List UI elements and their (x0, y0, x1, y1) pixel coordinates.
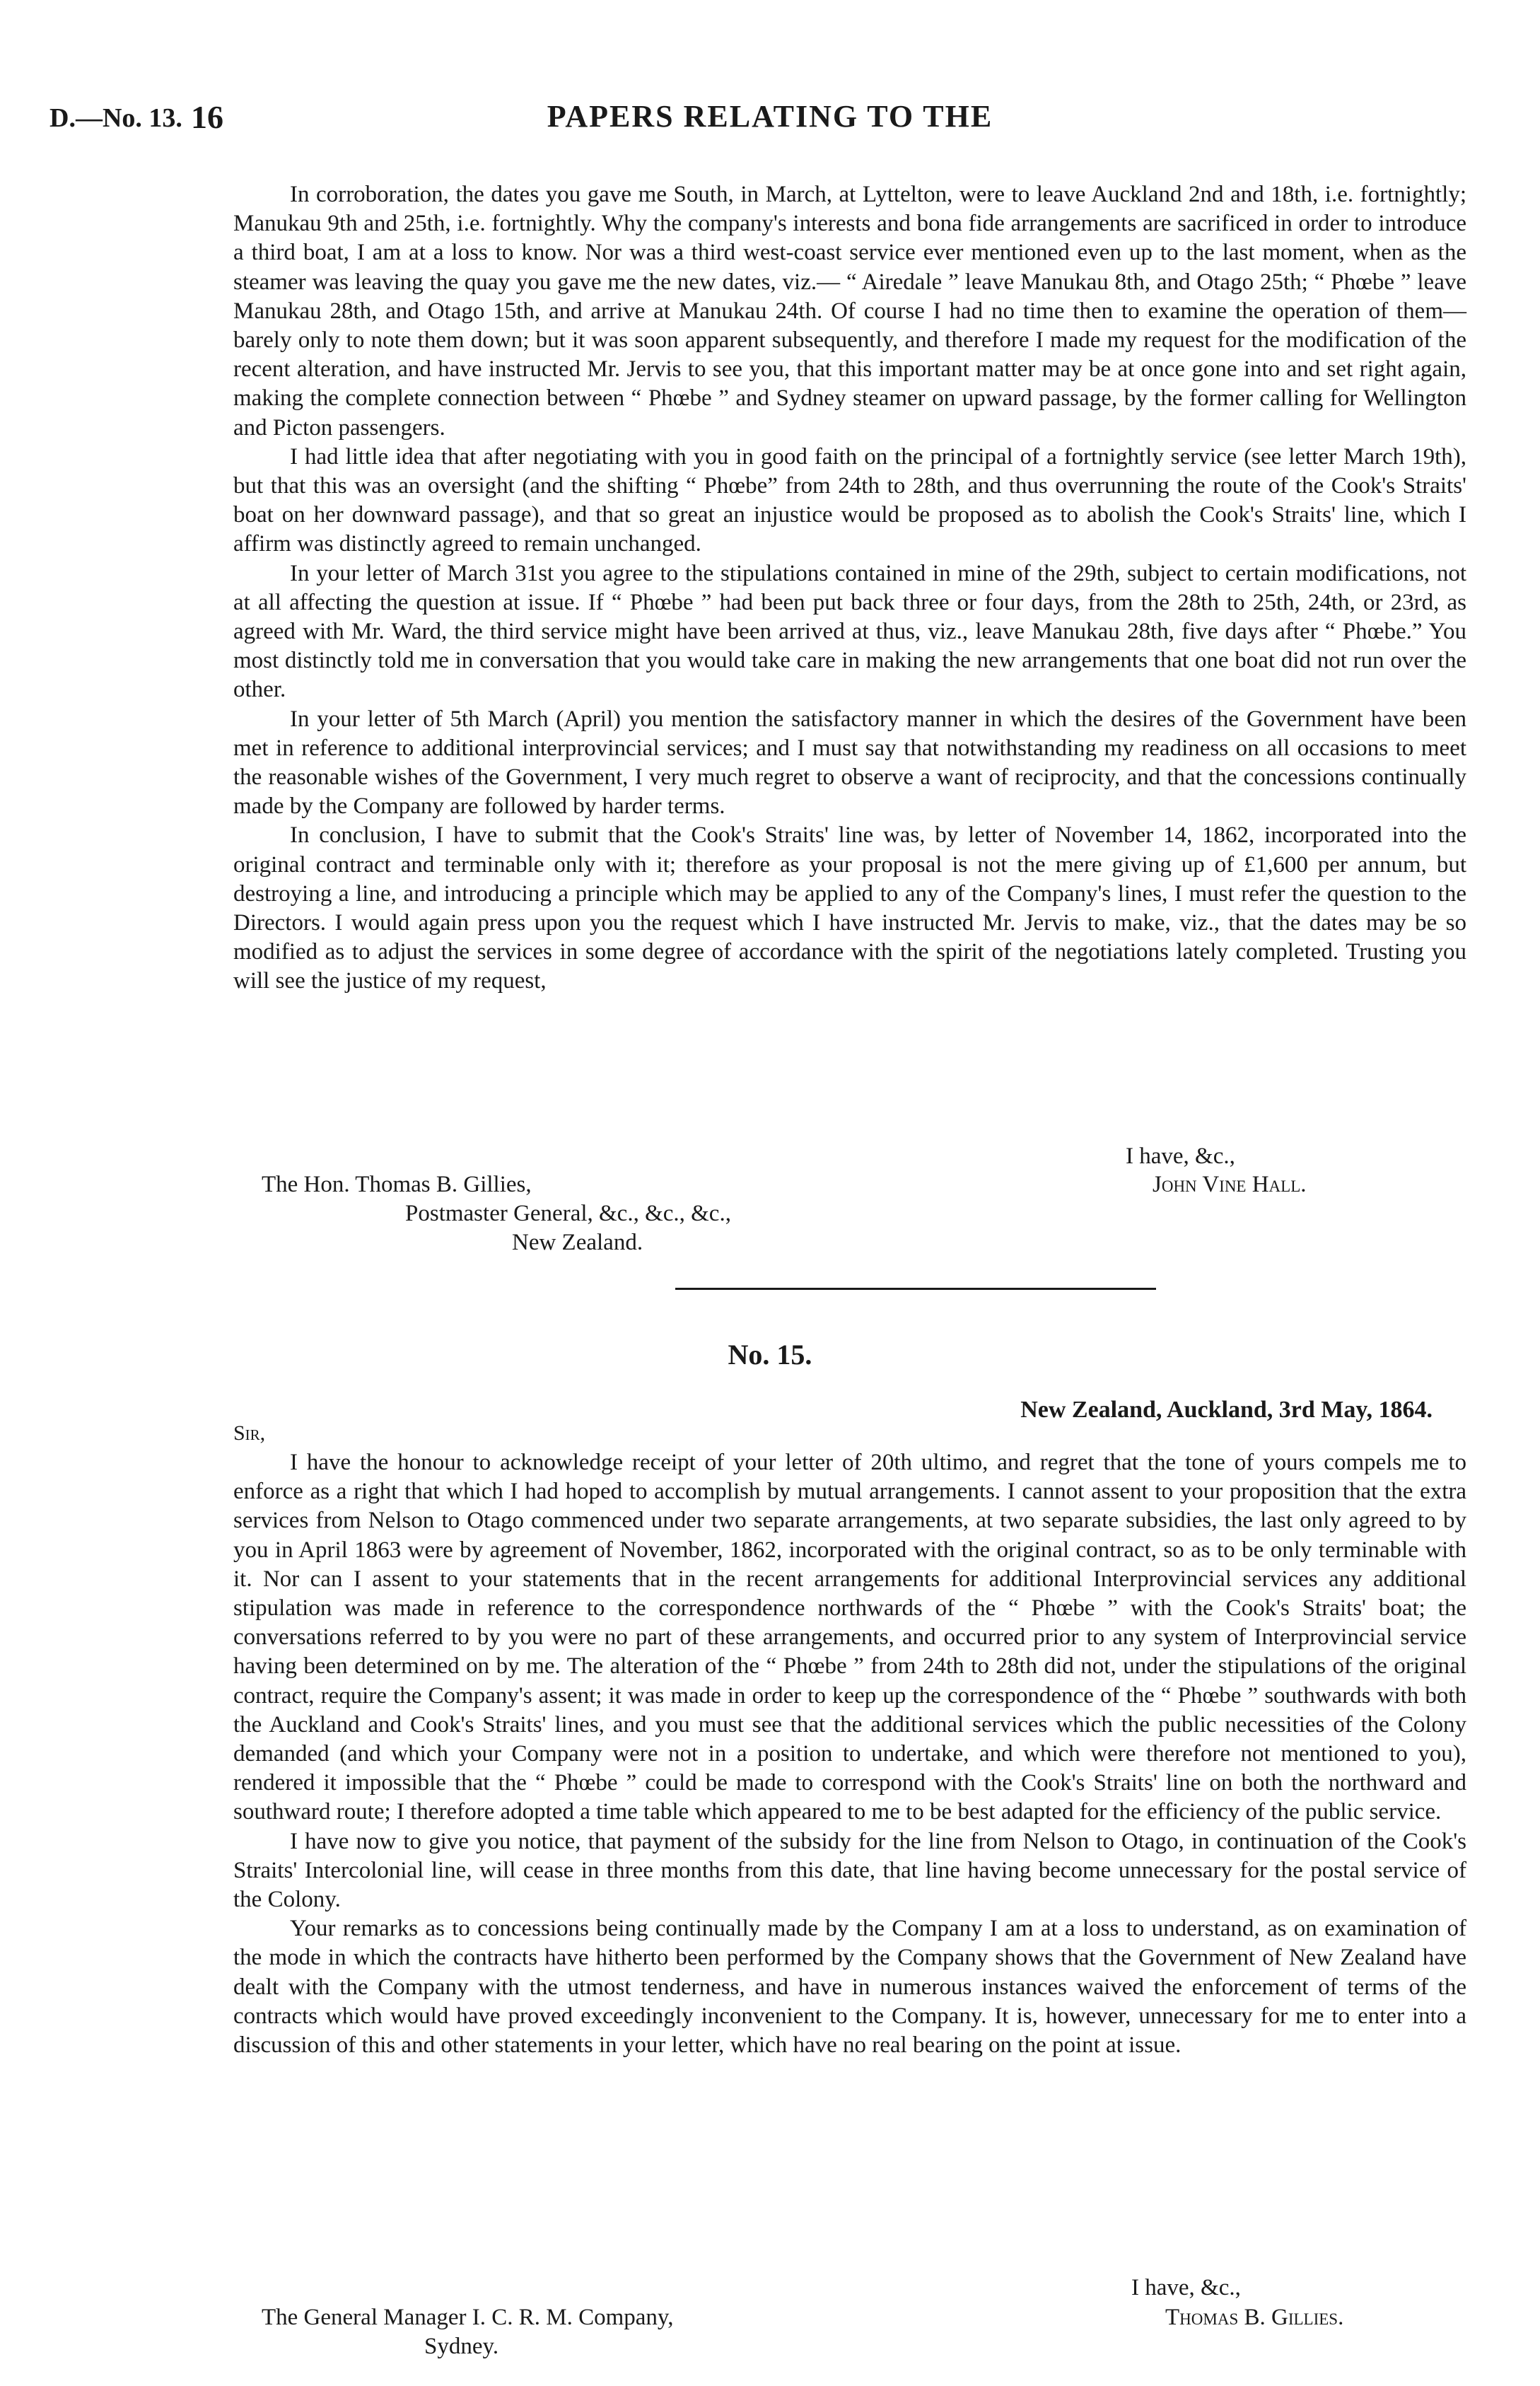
paragraph: Your remarks as to concessions being continually made by the Company I am at a loss to understand, as on examination of the mode in which the contracts have hitherto been performed by the Company shows that the Government of New Zealand have dealt with the Company with the utmost tenderness, and have in numerous instances waived the enforcement of terms of the contracts which would have proved exceedingly inconvenient to the Company. It is, however, unnecessary for me to enter into a discussion of this and other statements in your letter, which have no real bearing on the point at issue. (233, 1916, 1466, 2059)
letter-1-closing: I have, &c., (1126, 1143, 1235, 1169)
letter-1-addressee-place: New Zealand. (512, 1230, 643, 1255)
letter-2-closing: I have, &c., (1131, 2275, 1241, 2300)
running-header (49, 95, 1491, 145)
letter-salutation: Sir, (233, 1421, 266, 1445)
paragraph: I have the honour to acknowledge receipt of your letter of 20th ultimo, and regret that the tone of yours compels me to enforce as a right that which I had hoped to accomplish by mutual arrangements. I cannot assent to your proposition that the extra services from Nelson to Otago commenced under two separate arrangements, at two separate subsidies, the last only agreed to by you in April 1863 were by agreement of November, 1862, incorporated with the original contract, so as to be only terminable with it. Nor can I assent to your statements that in the recent arrangements for additional Interprovincial services any additional stipulation was made in reference to the correspondence northwards of the “ Phœbe ” with the Cook's Straits' boat; the conversations referred to by you were no part of these arrangements, and occurred prior to any system of Interprovincial service having been determined on by me. The alteration of the “ Phœbe ” from 24th to 28th did not, under the stipulations of the original contract, require the Company's assent; it was made in order to keep up the correspondence of the “ Phœbe ” southwards with both the Auckland and Cook's Straits' lines, and you must see that the additional services which the public necessities of the Colony demanded (and which your Company were not in a position to undertake, and which were therefore not mentioned to you), rendered it impossible that the “ Phœbe ” could be made to correspond with the Cook's Straits' line on both the northward and southward route; I therefore adopted a time table which appeared to me to be best adapted for the efficiency of the public service. (233, 1450, 1466, 1825)
letter-2-signature: Thomas B. Gillies. (1165, 2305, 1344, 2330)
letter-dateline: New Zealand, Auckland, 3rd May, 1864. (1020, 1397, 1433, 1423)
letter-number-heading: No. 15. (728, 1339, 812, 1371)
letter-1-body (233, 180, 1466, 996)
paragraph: In conclusion, I have to submit that the Cook's Straits' line was, by letter of November 14, 1862, incorporated into the original contract and terminable only with it; therefore as your proposal is not the mere giving up of £1,600 per annum, but destroying a line, and introducing a principle which may be applied to any of the Company's lines, I must refer the question to the Directors. I would again press upon you the request which I have instructed Mr. Jervis to make, viz., that the dates may be so modified as to adjust the services in some degree of accordance with the spirit of the negotiations lately completed. Trusting you will see the justice of my request, (233, 822, 1466, 994)
letter-2-addressee-name: The General Manager I. C. R. M. Company, (262, 2305, 674, 2330)
letter-1-signature: John Vine Hall. (1153, 1172, 1307, 1197)
document-code: D.—No. 13. (49, 103, 182, 133)
letter-2-addressee-place: Sydney. (424, 2334, 499, 2359)
paragraph: In your letter of March 31st you agree to the stipulations contained in mine of the 29th, subject to certain modifications, not at all affecting the question at issue. If “ Phœbe ” had been put back three or four days, from the 28th to 25th, 24th, or 23rd, as agreed with Mr. Ward, the third service might have been arrived at thus, viz., leave Manukau 28th, five days after “ Phœbe.” You most distinctly told me in conversation that you would take care in making the new arrangements that one boat did not run over the other. (233, 560, 1466, 703)
page-number: 16 (191, 99, 223, 135)
paragraph: I had little idea that after negotiating with you in good faith on the principal of a fortnightly service (see letter March 19th), but that this was an oversight (and the shifting “ Phœbe” from 24th to 28th, and thus overrunning the route of the Cook's Straits' boat on her downward passage), and that so great an injustice would be proposed as to abolish the Cook's Straits' line, which I affirm was distinctly agreed to remain unchanged. (233, 443, 1466, 557)
letter-1-addressee-title: Postmaster General, &c., &c., &c., (405, 1201, 731, 1226)
letter-1-addressee-name: The Hon. Thomas B. Gillies, (262, 1172, 532, 1197)
section-divider (675, 1288, 1156, 1290)
letter-2-body (233, 1448, 1466, 2060)
paragraph: I have now to give you notice, that payment of the subsidy for the line from Nelson to Otago, in continuation of the Cook's Straits' Intercolonial line, will cease in three months from this date, that line having become unnecessary for the postal service of the Colony. (233, 1828, 1466, 1913)
paragraph: In corroboration, the dates you gave me South, in March, at Lyttelton, were to leave Auckland 2nd and 18th, i.e. fortnightly; Manukau 9th and 25th, i.e. fortnightly. Why the company's interests and bona fide arrangements are sacrificed in order to introduce a third boat, I am at a loss to know. Nor was a third west-coast service ever mentioned even up to the last moment, when as the steamer was leaving the quay you gave me the new dates, viz.— “ Airedale ” leave Manukau 8th, and Otago 25th; “ Phœbe ” leave Manukau 28th, and Otago 15th, and arrive at Manukau 24th. Of course I had no time then to examine the operation of them—barely only to note them down; but it was soon apparent subsequently, and therefore I made my request for the modification of the recent alteration, and have instructed Mr. Jervis to see you, that this important matter may be at once gone into and set right again, making the complete connection between “ Phœbe ” and Sydney steamer on upward passage, by the former calling for Wellington and Picton passengers. (233, 182, 1466, 441)
paragraph: In your letter of 5th March (April) you mention the satisfactory manner in which the desires of the Government have been met in reference to additional interprovincial services; and I must say that notwithstanding my readiness on all occasions to meet the reasonable wishes of the Government, I very much regret to observe a want of reciprocity, and that the concessions continually made by the Company are followed by harder terms. (233, 706, 1466, 820)
page-title: PAPERS RELATING TO THE (547, 99, 993, 134)
